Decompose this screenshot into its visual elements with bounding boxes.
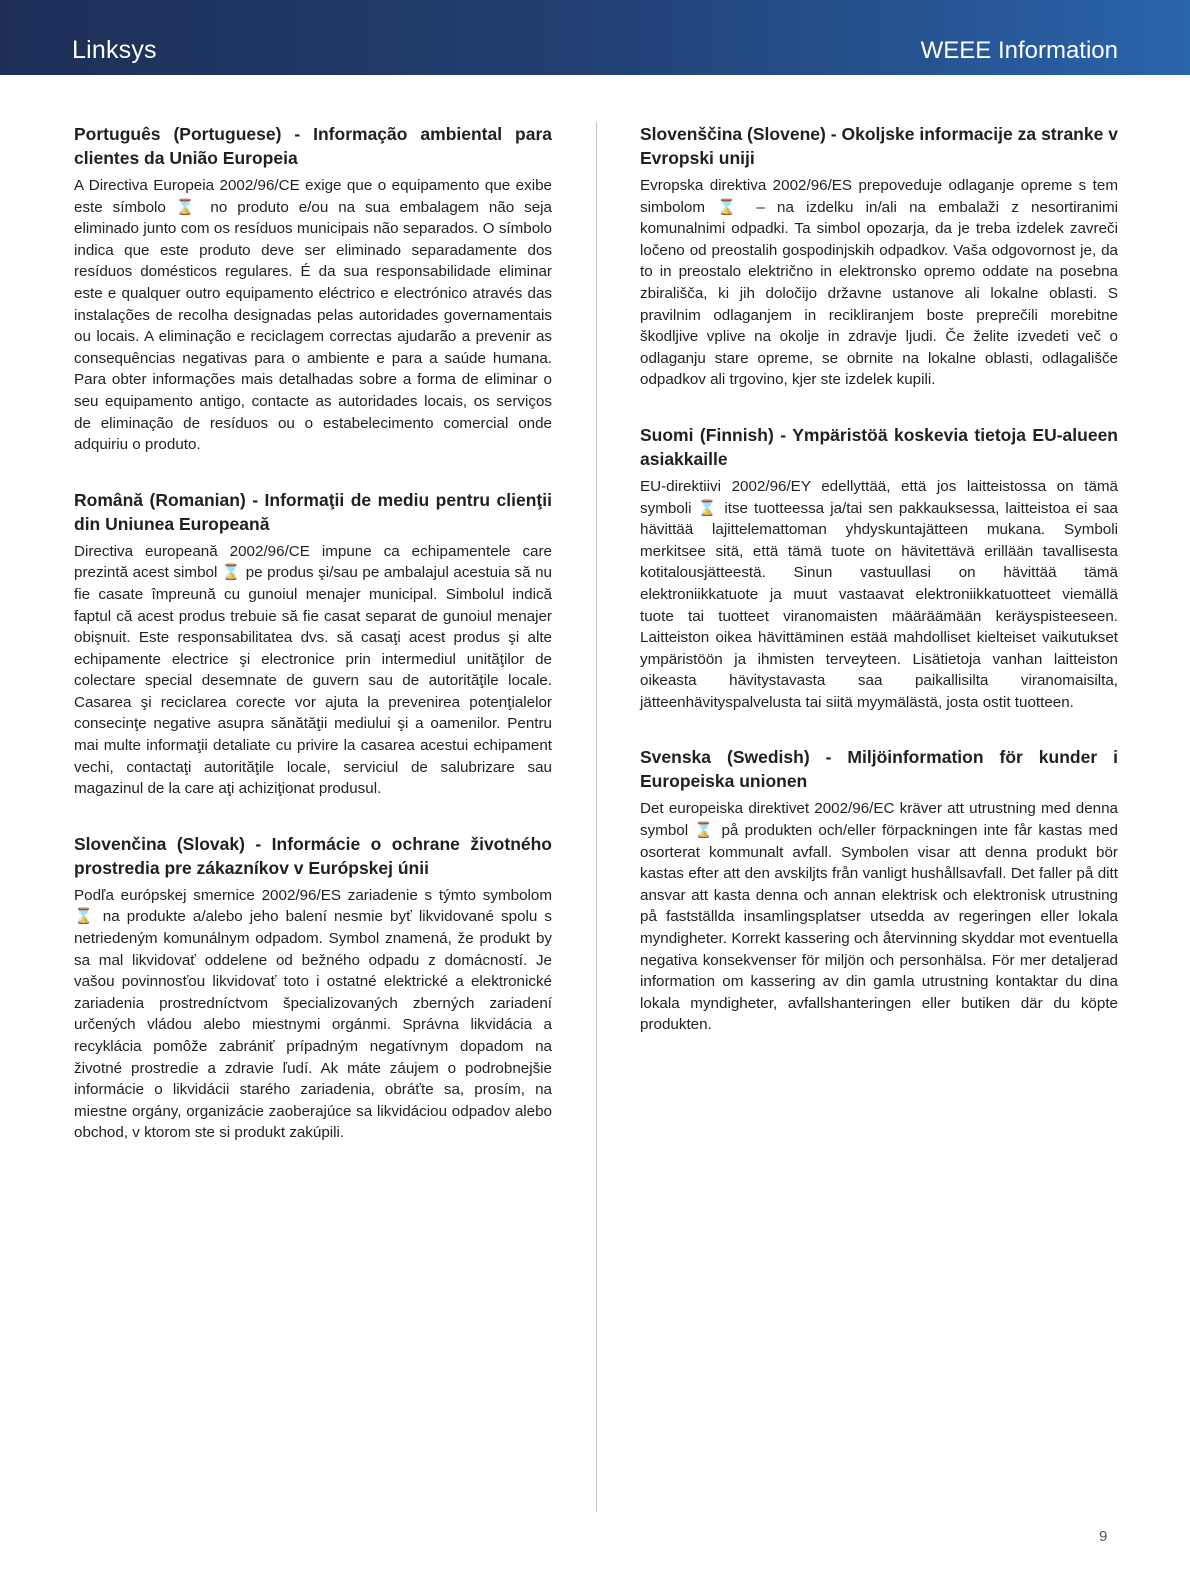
section-finnish bbox=[640, 423, 1118, 714]
section-body: Directiva europeană 2002/96/CE impune ca echipamentele care prezintă acest simbol ⌛ pe produs şi/sau pe ambalajul acestuia să nu fie casate împreună cu gunoiul menajer municipal. Simbolul indică faptul că acest produs trebuie să fie casat separat de gunoiul menajer obişnuit. Este responsabilitatea dvs. să casaţi acest produs şi alte echipamente electrice şi electronice prin intermediul unităţilor de colectare special desemnate de guvern sau de autorităţile locale. Casarea şi reciclarea corecte vor ajuta la prevenirea potenţialelor consecinţe negative asupra sănătăţii mediului şi a oamenilor. Pentru mai multe informaţii detaliate cu privire la casarea acestui echipament vechi, contactaţi autorităţile locale, serviciul de salubrizare sau magazinul de la care aţi achiziţionat produsul. bbox=[74, 542, 552, 798]
section-heading: Português (Portuguese) - Informação ambiental para clientes da União Europeia bbox=[74, 124, 552, 168]
section-portuguese bbox=[74, 122, 552, 456]
section-body: Det europeiska direktivet 2002/96/EC kräver att utrustning med denna symbol ⌛ på produkten och/eller förpackningen inte får kastas med osorterat kommunalt avfall. Symbolen visar att denna produkt bör kastas efter att den avskiljts från vanligt hushållsavfall. Det faller på ditt ansvar att kasta denna och annan elektrisk och elektronisk utrustning på fastställda insamlingsplatser utsedda av regeringen eller lokala myndigheter. Korrekt kassering och återvinning skyddar mot eventuella negativa konsekvenser för miljön och personhälsa. För mer detaljerad information om kassering av din gamla utrustning kontaktar du dina lokala myndigheter, avfallshanteringen eller butiken där du köpte produkten. bbox=[640, 800, 1118, 1034]
page-header bbox=[0, 0, 1190, 75]
section-heading: Svenska (Swedish) - Miljöinformation för kunder i Europeiska unionen bbox=[640, 747, 1118, 792]
section-body: A Directiva Europeia 2002/96/CE exige que o equipamento que exibe este símbolo ⌛ no produto e/ou na sua embalagem não seja eliminado junto com os resíduos municipais não separados. O símbolo indica que este produto deve ser eliminado separadamente dos resíduos domésticos regulares. É da sua responsabilidade eliminar este e qualquer outro equipamento eléctrico e electrónico através das instalações de recolha designadas pelas autoridades governamentais ou locais. A eliminação e reciclagem correctas ajudarão a prevenir as consequências negativas para o ambiente e para a saúde humana. Para obter informações mais detalhadas sobre a forma de eliminar o seu equipamento antigo, contacte as autoridades locais, os serviços de eliminação de resíduos ou o estabelecimento comercial onde adquiriu o produto. bbox=[74, 177, 552, 454]
section-body: Podľa európskej smernice 2002/96/ES zariadenie s týmto symbolom ⌛ na produkte a/alebo jeho balení nesmie byť likvidované spolu s netriedeným komunálnym odpadom. Symbol znamená, že produkt by sa mal likvidovať oddelene od bežného odpadu z domácností. Je vašou povinnosťou likvidovať toto i ostatné elektrické a elektronické zariadenia prostredníctvom špecializovaných zberných zariadení určených vládou alebo miestnymi orgánmi. Správna likvidácia a recyklácia pomôže zabrániť prípadným negatívnym dopadom na životné prostredie a zdravie ľudí. Ak máte záujem o podrobnejšie informácie o likvidácii starého zariadenia, obráťte sa, prosím, na miestne orgány, organizácie zaoberajúce sa likvidáciou odpadov alebo obchod, v ktorom ste si produkt zakúpili. bbox=[74, 886, 552, 1142]
section-slovene bbox=[640, 122, 1118, 391]
right-column bbox=[640, 122, 1118, 1068]
section-swedish bbox=[640, 745, 1118, 1036]
section-body: Evropska direktiva 2002/96/ES prepoveduje odlaganje opreme s tem simbolom ⌛ – na izdelku in/ali na embalaži z nesortiranimi komunalnimi odpadki. Ta simbol opozarja, da je treba izdelek zavreči ločeno od preostalih gospodinjskih odpadkov. Vaša odgovornost je, da to in preostalo električno in elektronsko opremo oddate na posebna zbirališča, ki jih določijo državne ustanove ali lokalne oblasti. S pravilnim odlaganjem in recikliranjem boste preprečili morebitne škodljive vplive na okolje in zdravje ljudi. Če želite izvedeti več o odlaganju stare opreme, se obrnite na lokalne oblasti, odlagališče odpadkov ali trgovino, kjer ste izdelek kupili. bbox=[640, 177, 1118, 389]
page-number: 9 bbox=[1099, 1528, 1108, 1545]
section-romanian bbox=[74, 488, 552, 800]
brand-name: Linksys bbox=[72, 36, 157, 64]
section-heading: Slovenščina (Slovene) - Okoljske informacije za stranke v Evropski uniji bbox=[640, 124, 1118, 168]
section-heading: Slovenčina (Slovak) - Informácie o ochrane životného prostredia pre zákazníkov v Európskej únii bbox=[74, 833, 552, 878]
section-body: EU-direktiivi 2002/96/EY edellyttää, että jos laitteistossa on tämä symboli ⌛ itse tuotteessa ja/tai sen pakkauksessa, laitteistoa ei saa hävittää lajittelemattoman yhdyskuntajätteen mukana. Symboli merkitsee sitä, että tämä tuote on hävitettävä erillään tavallisesta kotitalousjätteestä. Sinun vastuullasi on hävittää tämä elektroniikkatuote ja muut vastaavat elektroniikkatuotteet viemällä tuote tai tuotteet viranomaisten määräämään keräyspisteeseen. Laitteiston oikea hävittäminen estää mahdolliset kielteiset vaikutukset ympäristöön ja ihmisten terveyteen. Lisätietoja vanhan laitteiston oikeasta hävitystavasta saa paikallisilta viranomaisilta, jätteenhävityspalvelusta tai siitä myymälästä, josta ostit tuotteen. bbox=[640, 477, 1118, 711]
section-slovak bbox=[74, 832, 552, 1144]
section-heading: Suomi (Finnish) - Ympäristöä koskevia tietoja EU-alueen asiakkaille bbox=[640, 424, 1118, 469]
section-title: WEEE Information bbox=[920, 37, 1118, 64]
left-column bbox=[74, 122, 552, 1176]
column-divider bbox=[596, 122, 597, 1512]
section-heading: Română (Romanian) - Informaţii de mediu pentru clienţii din Uniunea Europeană bbox=[74, 489, 552, 534]
